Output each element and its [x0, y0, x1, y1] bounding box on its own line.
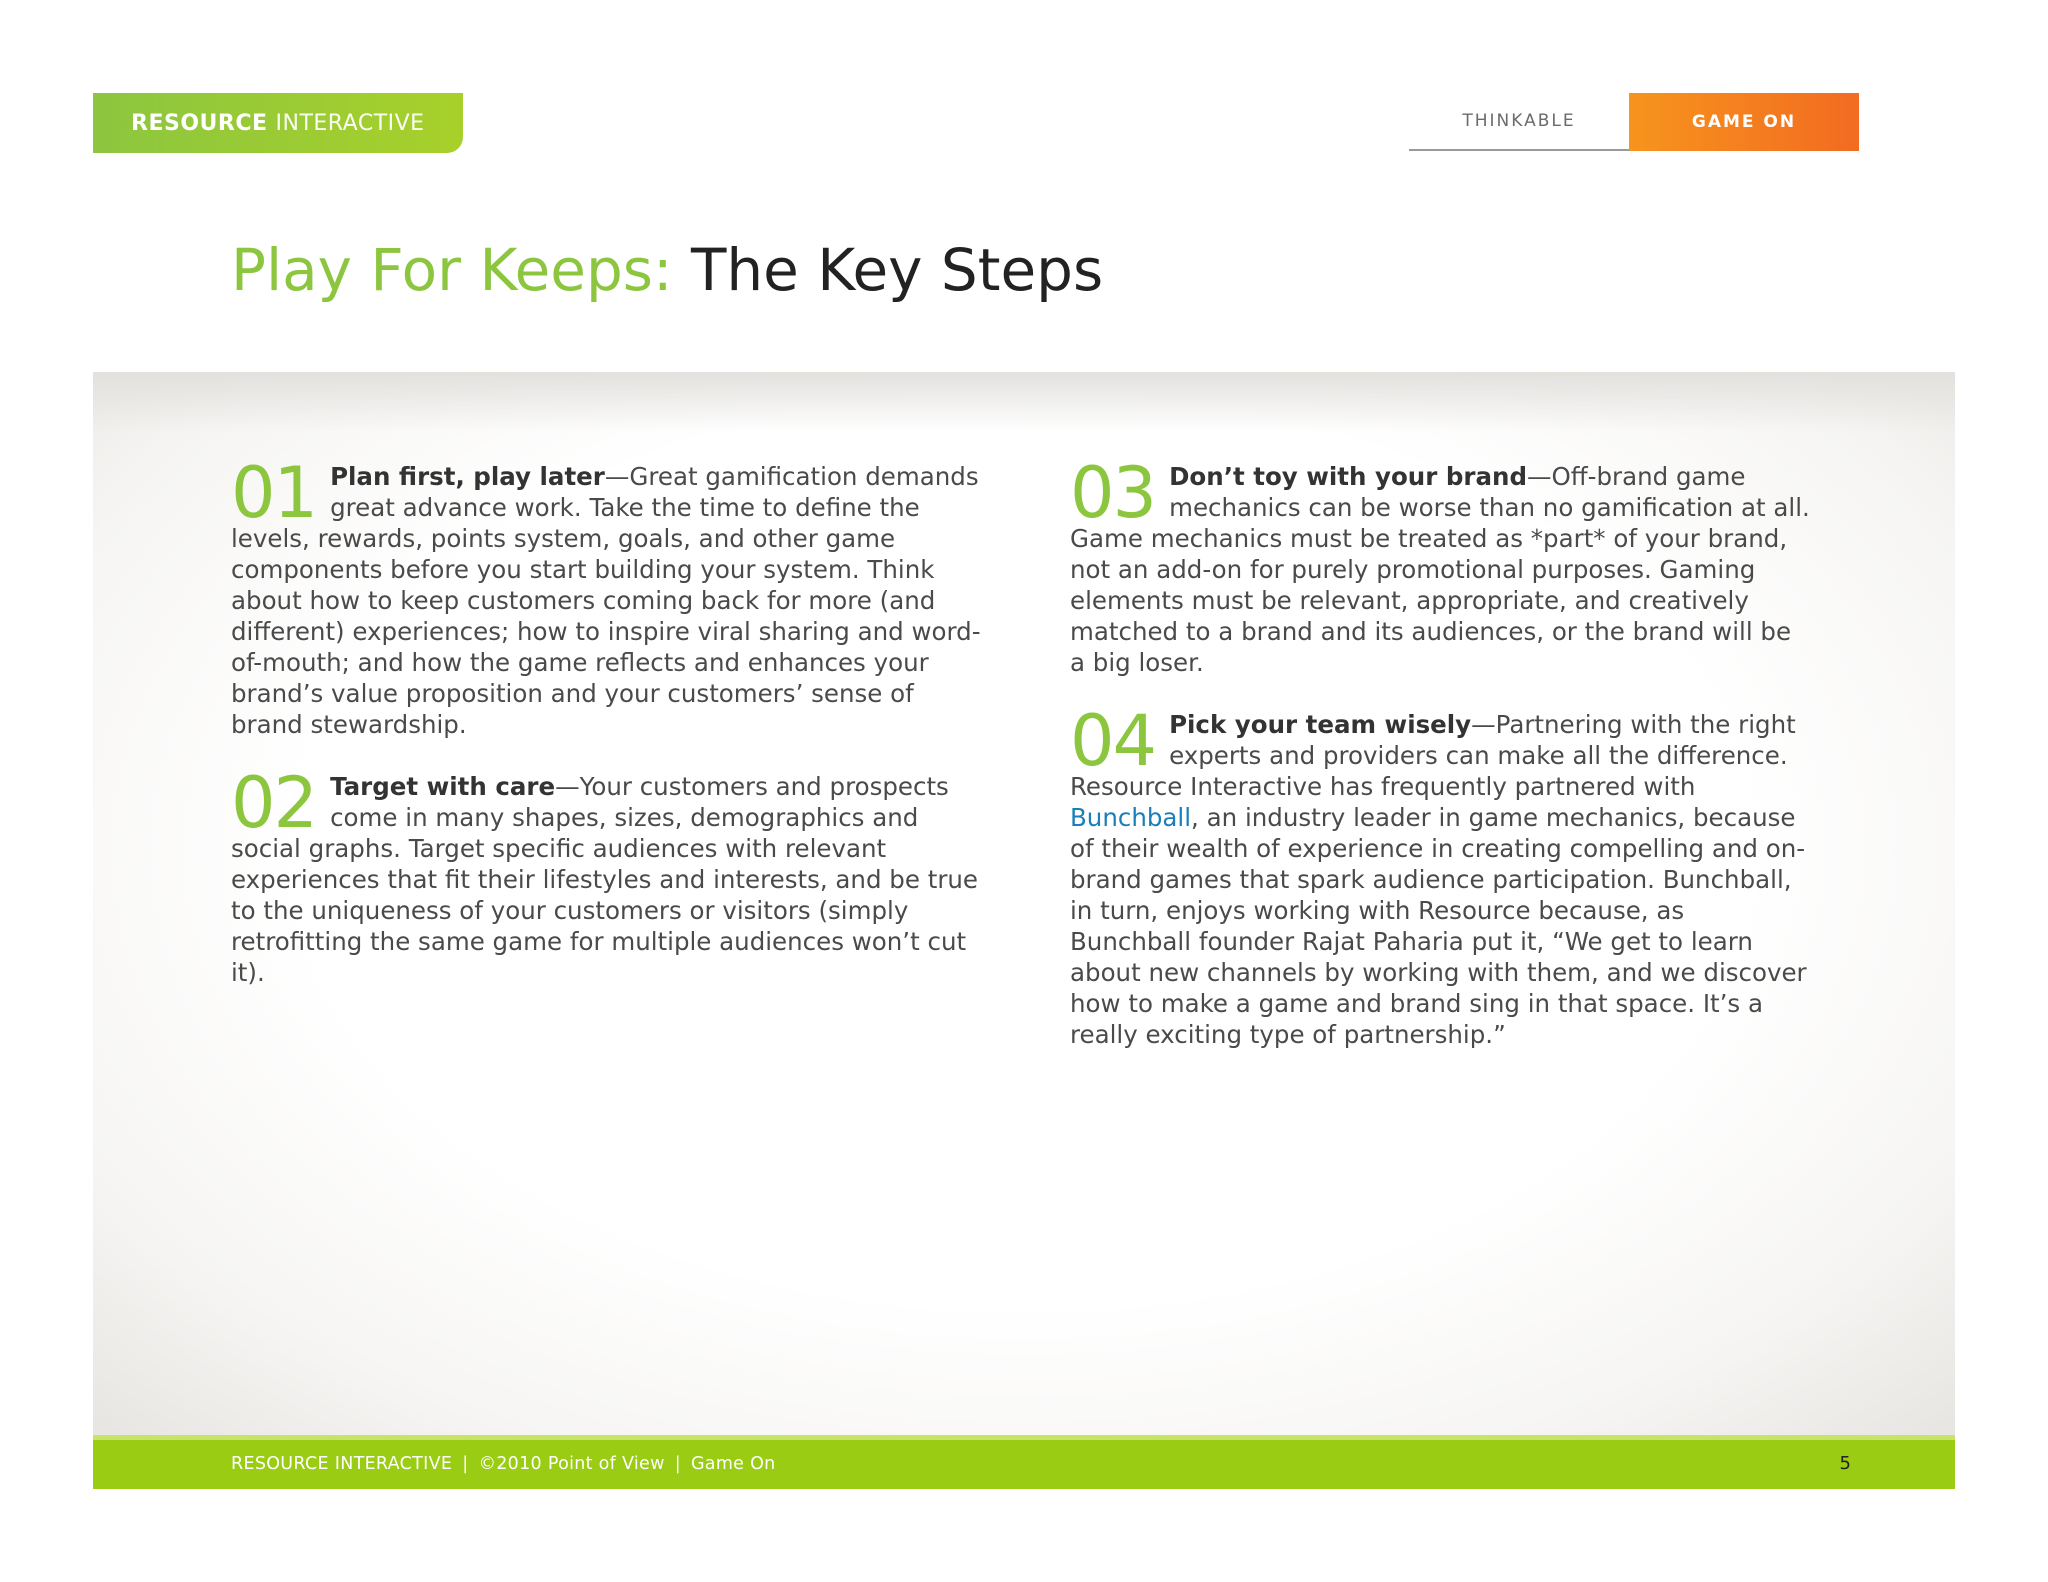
- page-title: [231, 236, 1103, 304]
- step-heading: Plan first, play later: [330, 462, 605, 491]
- step-heading: Don’t toy with your brand: [1169, 462, 1527, 491]
- page-number: 5: [1839, 1453, 1851, 1474]
- footer-separator: |: [462, 1454, 469, 1474]
- step-body-after: , an industry leader in game mechanics, because of their wealth of experience in creating compelling and on-brand games that spark audience participation. Bunchball, in turn, enjoys working with Resource because, as Bunchball founder Rajat Paharia put it, “We get to learn about new channels by working with them, and we discover how to make a game and brand sing in that space. It’s a really exciting type of partnership.”: [1070, 803, 1807, 1049]
- footer-separator: |: [674, 1454, 681, 1474]
- step-body: —Off-brand game mechanics can be worse than no gamification at all. Game mechanics must be treated as *part* of your brand, not an add-on for purely promotional purposes. Gaming elements must be relevant, appropriate, and creatively matched to a brand and its audiences, or the brand will be a big loser.: [1070, 462, 1810, 677]
- step-02: [231, 762, 986, 988]
- step-03: [1070, 452, 1810, 678]
- tab-thinkable[interactable]: THINKABLE: [1409, 93, 1629, 151]
- footer-text: [231, 1454, 776, 1474]
- brand-name-light: INTERACTIVE: [275, 110, 425, 136]
- step-body-before: —Partnering with the right experts and providers can make all the difference. Resource Interactive has frequently partnered with: [1070, 710, 1796, 801]
- footer-section: Game On: [690, 1454, 776, 1474]
- page-title-rest: The Key Steps: [690, 236, 1104, 304]
- brand-logo: [93, 93, 463, 153]
- top-nav: [1409, 93, 1859, 151]
- footer-bar: [93, 1435, 1955, 1489]
- step-number: 03: [1070, 452, 1156, 534]
- footer-company: RESOURCE INTERACTIVE: [231, 1454, 453, 1474]
- footer-copyright: ©2010 Point of View: [478, 1454, 665, 1474]
- tab-game-on[interactable]: GAME ON: [1629, 93, 1859, 151]
- step-04: [1070, 700, 1810, 1050]
- step-heading: Target with care: [330, 772, 556, 801]
- step-body: —Your customers and prospects come in many shapes, sizes, demographics and social graphs. Target specific audiences with relevant experiences that fit their lifestyles and interests, and be true to the uniqueness of your customers or visitors (simply retrofitting the same game for multiple audiences won’t cut it).: [231, 772, 978, 987]
- step-number: 02: [231, 762, 317, 844]
- step-number: 04: [1070, 700, 1156, 782]
- bunchball-link[interactable]: Bunchball: [1070, 803, 1192, 832]
- step-number: 01: [231, 452, 317, 534]
- step-heading: Pick your team wisely: [1169, 710, 1472, 739]
- step-01: [231, 452, 986, 740]
- page-title-accent: Play For Keeps:: [231, 236, 673, 304]
- brand-name-strong: RESOURCE: [131, 110, 268, 136]
- step-body: —Great gamification demands great advance work. Take the time to define the levels, rewards, points system, goals, and other game components before you start building your system. Think about how to keep customers coming back for more (and different) experiences; how to inspire viral sharing and word-of-mouth; and how the game reflects and enhances your brand’s value proposition and your customers’ sense of brand stewardship.: [231, 462, 981, 739]
